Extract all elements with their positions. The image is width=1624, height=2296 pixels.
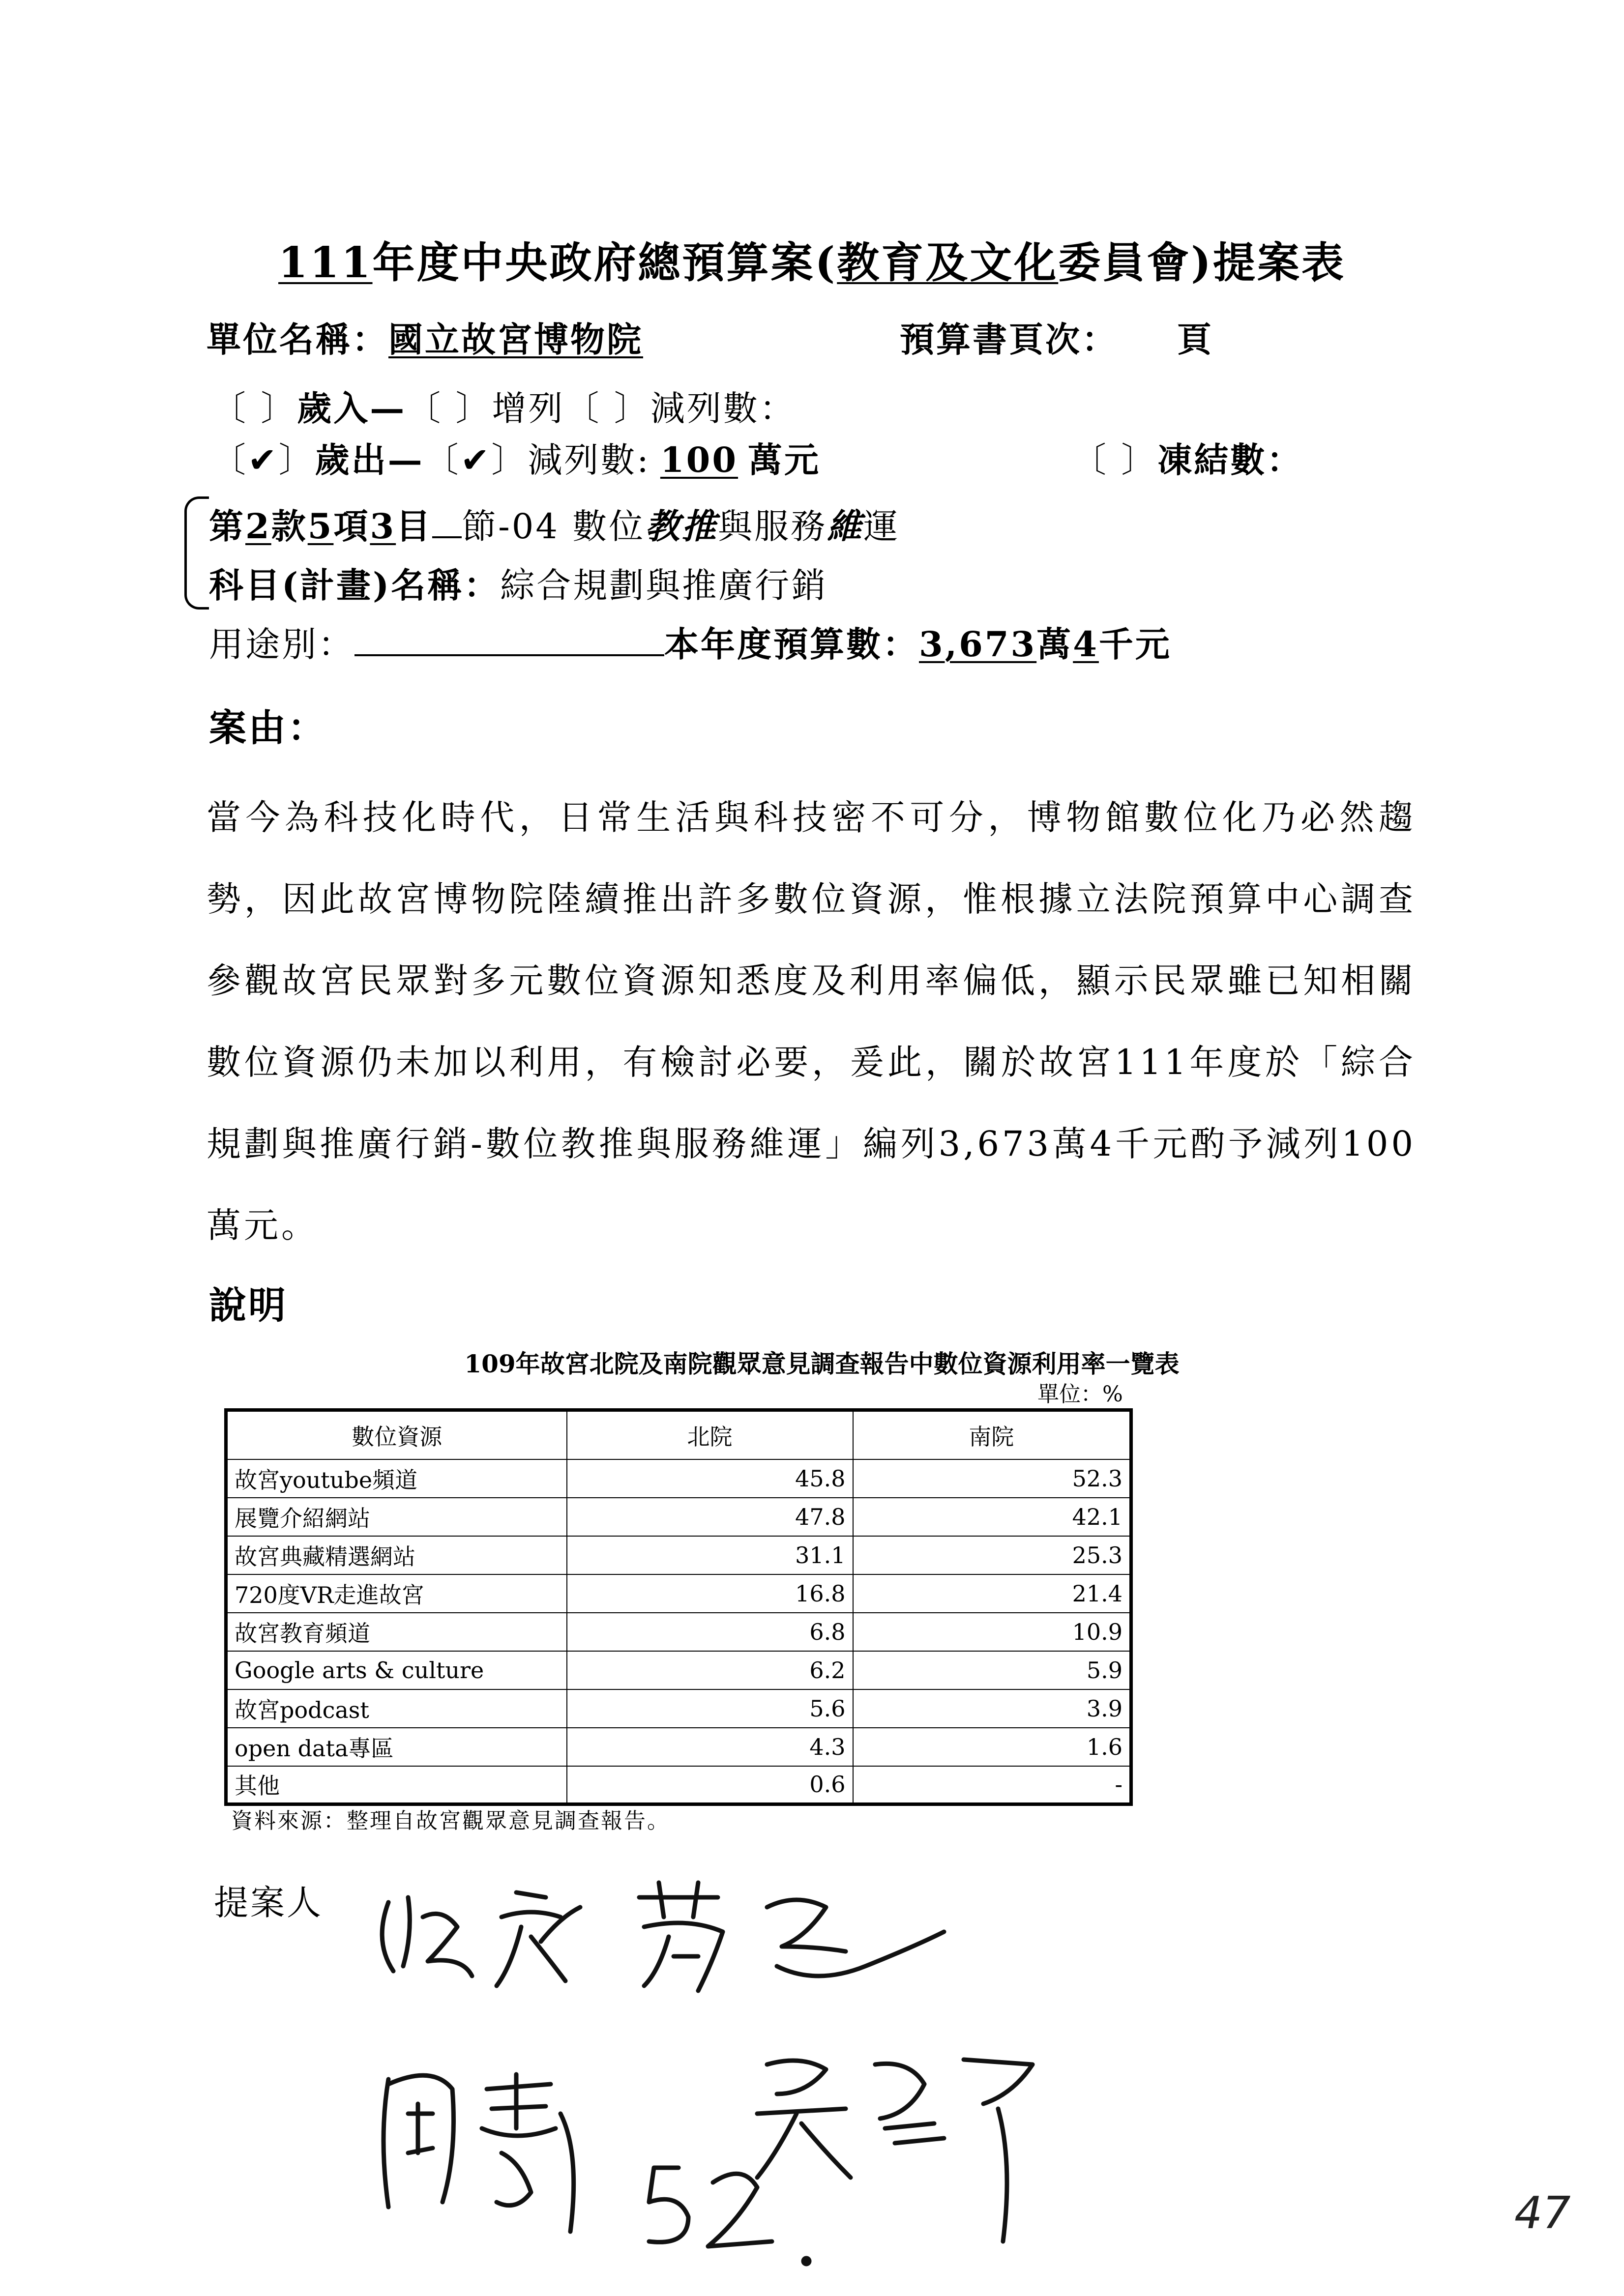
north-cell: 6.8 bbox=[567, 1613, 853, 1651]
income-decrease-checkbox[interactable]: 〔 〕 bbox=[564, 388, 650, 429]
income-row: 〔 〕歲入—〔 〕增列〔 〕減列數： bbox=[211, 388, 796, 429]
section-row: 第2款5項3目 節-04 數位教推與服務維運 bbox=[209, 506, 900, 547]
south-cell: 10.9 bbox=[853, 1613, 1131, 1651]
header-north: 北院 bbox=[567, 1410, 853, 1459]
north-cell: 47.8 bbox=[567, 1498, 853, 1536]
expense-decrease-checkbox[interactable]: 〔✔〕 bbox=[424, 440, 528, 480]
header-resource: 數位資源 bbox=[226, 1410, 567, 1459]
resource-cell: 故宮典藏精選網站 bbox=[226, 1536, 567, 1574]
signature-1 bbox=[382, 1883, 944, 1991]
south-cell: 52.3 bbox=[853, 1459, 1131, 1498]
south-cell: 1.6 bbox=[853, 1728, 1131, 1766]
resource-cell: 展覽介紹網站 bbox=[226, 1498, 567, 1536]
header-south: 南院 bbox=[853, 1410, 1131, 1459]
north-cell: 45.8 bbox=[567, 1459, 853, 1498]
unit-name-row: 單位名稱：國立故宮博物院 bbox=[207, 319, 643, 360]
income-checkbox[interactable]: 〔 〕 bbox=[211, 388, 297, 429]
north-cell: 5.6 bbox=[567, 1689, 853, 1728]
explain-heading: 說明 bbox=[209, 1283, 288, 1327]
south-cell: 42.1 bbox=[853, 1498, 1131, 1536]
north-cell: 0.6 bbox=[567, 1766, 853, 1804]
resource-cell: 720度VR走進故宮 bbox=[226, 1574, 567, 1613]
expense-row: 〔✔〕歲出—〔✔〕減列數: 100 萬元 bbox=[211, 439, 821, 480]
south-cell: 21.4 bbox=[853, 1574, 1131, 1613]
north-cell: 6.2 bbox=[567, 1651, 853, 1689]
proposer-label: 提案人 bbox=[214, 1883, 323, 1923]
subject-row: 科目(計畫)名稱：綜合規劃與推廣行銷 bbox=[209, 565, 828, 606]
resource-cell: 故宮教育頻道 bbox=[226, 1613, 567, 1651]
resource-cell: 其他 bbox=[226, 1766, 567, 1804]
signature-2 bbox=[384, 2074, 574, 2232]
south-cell: 25.3 bbox=[853, 1536, 1131, 1574]
north-cell: 31.1 bbox=[567, 1536, 853, 1574]
page-title: 111年度中央政府總預算案(教育及文化委員會)提案表 bbox=[278, 238, 1346, 288]
freeze-checkbox[interactable]: 〔 〕 bbox=[1072, 440, 1158, 480]
north-cell: 16.8 bbox=[567, 1574, 853, 1613]
table-title: 109年故宮北院及南院觀眾意見調查報告中數位資源利用率一覽表 bbox=[464, 1349, 1180, 1378]
south-cell: 5.9 bbox=[853, 1651, 1131, 1689]
resource-cell: 故宮podcast bbox=[226, 1689, 567, 1728]
table-source: 資料來源：整理自故宮觀眾意見調查報告。 bbox=[231, 1808, 670, 1833]
resource-cell: Google arts & culture bbox=[226, 1651, 567, 1689]
south-cell: - bbox=[853, 1766, 1131, 1804]
signature-number bbox=[649, 2168, 809, 2264]
signature-3 bbox=[757, 2060, 1033, 2241]
freeze-row: 〔 〕凍結數： bbox=[1072, 439, 1303, 480]
resource-cell: open data專區 bbox=[226, 1728, 567, 1766]
north-cell: 4.3 bbox=[567, 1728, 853, 1766]
resource-cell: 故宮youtube頻道 bbox=[226, 1459, 567, 1498]
table-unit: 單位：% bbox=[1037, 1382, 1123, 1407]
reason-heading: 案由： bbox=[209, 706, 327, 750]
page-number: 47 bbox=[1514, 2187, 1571, 2239]
reason-text: 當今為科技化時代，日常生活與科技密不可分，博物館數位化乃必然趨勢，因此故宮博物院陸續推出許多數位資源，惟根據立法院預算中心調查參觀故宮民眾對多元數位資源知悉度及利用率偏低，顯示民眾雖已知相關數位資源仍未加以利用，有檢討必要，爰此，關於故宮111年度於「綜合規劃與推廣行銷-數位教推與服務維運」編列3,673萬4千元酌予減列100萬元。 bbox=[207, 797, 1416, 1246]
south-cell: 3.9 bbox=[853, 1689, 1131, 1728]
budget-page-row: 預算書頁次： 頁 bbox=[900, 319, 1213, 360]
increase-checkbox[interactable]: 〔 〕 bbox=[406, 388, 492, 429]
expense-checkbox[interactable]: 〔✔〕 bbox=[211, 440, 315, 480]
usage-row: 用途別： 本年度預算數：3,673萬4千元 bbox=[209, 624, 1172, 665]
